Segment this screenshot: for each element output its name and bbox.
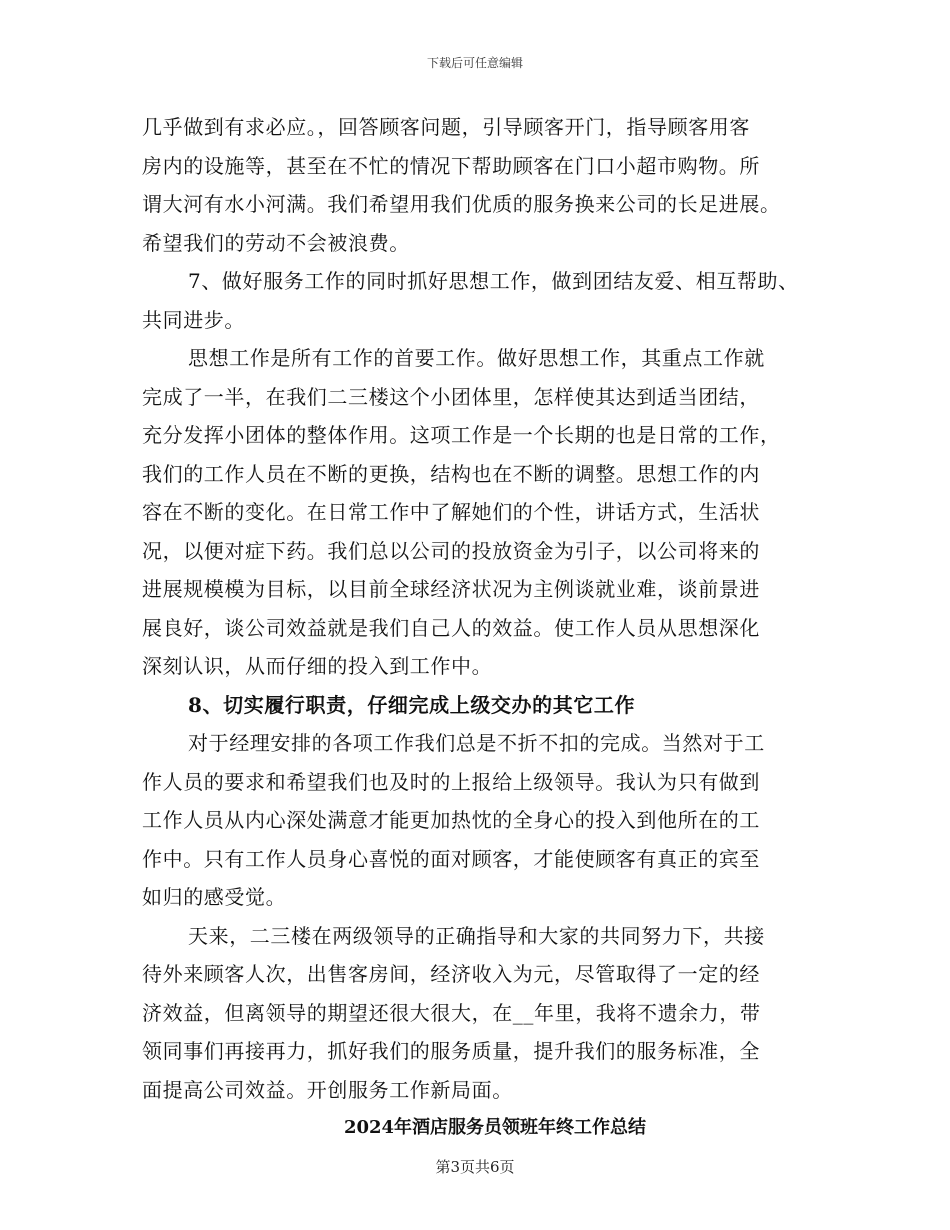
text-line: 充分发挥小团体的整体作用。这项工作是一个长期的也是日常的工作， xyxy=(142,423,781,447)
text-line: 作人员的要求和希望我们也及时的上报给上级领导。我认为只有做到 xyxy=(142,769,760,794)
text-line: 作中。只有工作人员身心喜悦的面对顾客，才能使顾客有真正的宾至 xyxy=(142,846,760,871)
text-line: 如归的感受觉。 xyxy=(142,885,287,909)
text-line: 待外来顾客人次，出售客房间，经济收入为元，尽管取得了一定的经 xyxy=(142,962,760,986)
text-line: 谓大河有水小河满。我们希望用我们优质的服务换来公司的长足进展。 xyxy=(142,192,781,216)
text-line: 我们的工作人员在不断的更换，结构也在不断的调整。思想工作的内 xyxy=(142,461,760,486)
text-line: 完成了一半，在我们二三楼这个小团体里，怎样使其达到适当团结， xyxy=(142,384,760,409)
text-line: 容在不断的变化。在日常工作中了解她们的个性，讲话方式，生活状 xyxy=(142,500,760,524)
text-line: 济效益，但离领导的期望还很大很大，在__年里，我将不遗余力，带 xyxy=(142,1000,761,1025)
paragraph-start: 对于经理安排的各项工作我们总是不折不扣的完成。当然对于工 xyxy=(188,731,765,755)
text-line: 几乎做到有求必应。，回答顾客问题，引导顾客开门，指导顾客用客 xyxy=(142,115,750,139)
text-line: 深刻认识，从而仔细的投入到工作中。 xyxy=(142,654,493,678)
text-line: 房内的设施等，甚至在不忙的情况下帮助顾客在门口小超市购物。所 xyxy=(142,153,760,178)
text-line: 进展规模模为目标，以目前全球经济状况为主例谈就业难，谈前景进 xyxy=(142,577,760,601)
page-number: 第3页共6页 xyxy=(435,1158,515,1176)
text-line: 面提高公司效益。开创服务工作新局面。 xyxy=(142,1077,513,1102)
section-8-heading: 8、切实履行职责，仔细完成上级交办的其它工作 xyxy=(188,692,636,717)
section-7-heading: 7、做好服务工作的同时抓好思想工作，做到团结友爱、相互帮助、 xyxy=(188,269,799,293)
text-line: 共同进步。 xyxy=(142,307,245,332)
text-line: 希望我们的劳动不会被浪费。 xyxy=(142,230,410,255)
paragraph-start: 天来，二三楼在两级领导的正确指导和大家的共同努力下，共接 xyxy=(188,923,765,948)
document-title: 2024年酒店服务员领班年终工作总结 xyxy=(343,1117,647,1138)
text-line: 工作人员从内心深处满意才能更加热忱的全身心的投入到他所在的工 xyxy=(142,808,760,832)
text-line: 领同事们再接再力，抓好我们的服务质量，提升我们的服务标准，全 xyxy=(142,1039,760,1063)
text-line: 展良好，谈公司效益就是我们自己人的效益。使工作人员从思想深化 xyxy=(142,615,760,640)
header-note: 下载后可任意编辑 xyxy=(426,56,523,70)
document-body xyxy=(142,108,832,1148)
paragraph-start: 思想工作是所有工作的首要工作。做好思想工作，其重点工作就 xyxy=(188,346,765,370)
text-line: 况，以便对症下药。我们总以公司的投放资金为引子，以公司将来的 xyxy=(142,538,760,563)
